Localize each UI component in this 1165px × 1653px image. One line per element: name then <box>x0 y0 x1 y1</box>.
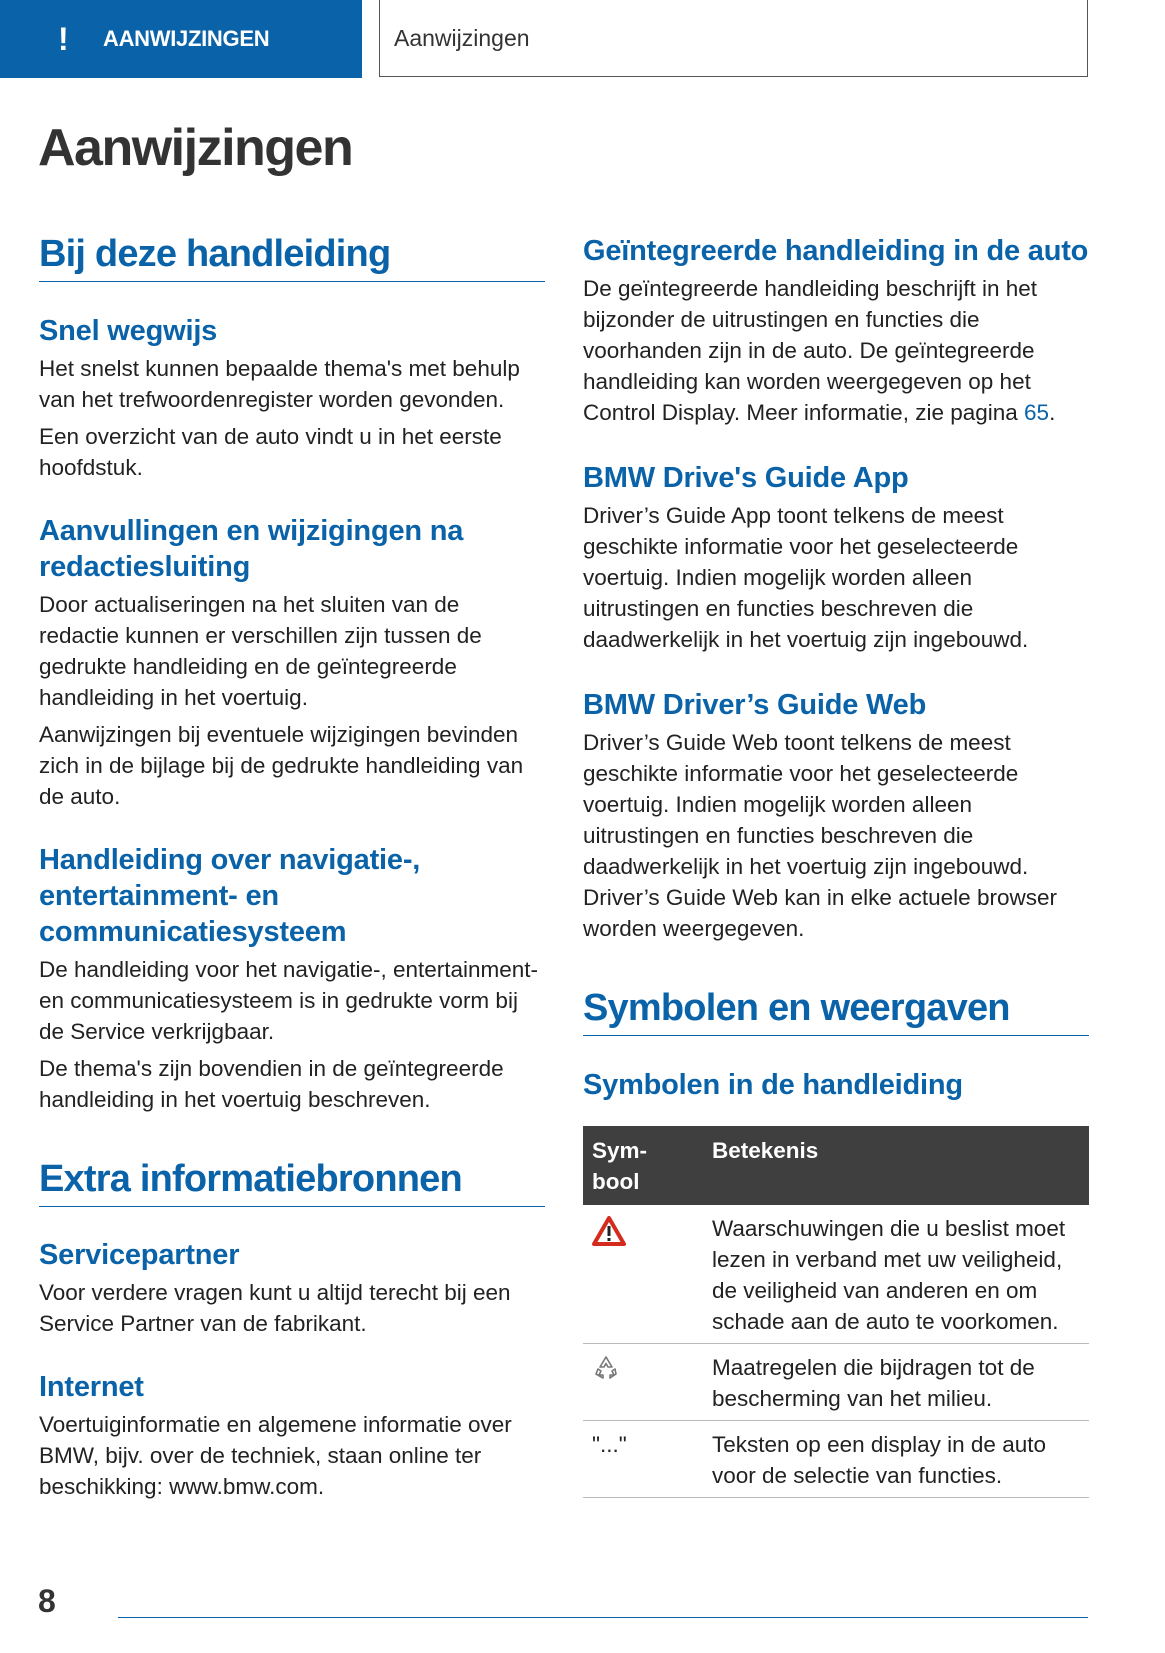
column-header-betekenis: Betekenis <box>703 1126 1089 1205</box>
paragraph: Door actualiseringen na het sluiten van de redactie kunnen er verschillen zijn tussen de gedrukte handleiding en de geïntegreerde handleiding in het voertuig. <box>39 592 482 710</box>
footer-divider <box>118 1617 1088 1618</box>
symbol-cell: "..." <box>583 1421 703 1498</box>
subheading-drive-guide-app: BMW Drive's Guide App <box>583 462 909 494</box>
exclamation-icon: ! <box>58 20 69 57</box>
table-row <box>583 1205 1089 1344</box>
paragraph-end: . <box>1049 400 1056 425</box>
page-title: Aanwijzingen <box>38 119 353 177</box>
table-row <box>583 1421 1089 1498</box>
paragraph: De handleiding voor het navigatie-, entertainment- en communicatiesysteem is in gedrukte vorm bij de Service verkrijgbaar. <box>39 957 539 1044</box>
symbol-cell <box>583 1205 703 1344</box>
meaning-cell: Maatregelen die bijdragen tot de bescherming van het milieu. <box>703 1344 1089 1421</box>
paragraph: Voertuiginformatie en algemene informatie over BMW, bijv. over de techniek, staan online ter beschikking: www.bmw.com. <box>39 1412 512 1499</box>
subheading-geintegreerde-handleiding: Geïntegreerde handleiding in de auto <box>583 235 1089 267</box>
table-row <box>583 1344 1089 1421</box>
right-column <box>583 233 1089 1498</box>
chapter-tab <box>0 0 362 78</box>
paragraph: Driver’s Guide Web toont telkens de meest geschikte informatie voor het geselecteerde voertuig. Indien mogelijk worden alleen uitrustingen en functies beschreven die daadwerkelijk in het voertuig zijn ingebouwd. Driver’s Guide Web kan in elke actuele browser worden weergegeven. <box>583 730 1057 941</box>
left-column <box>39 232 545 1502</box>
table-header-row <box>583 1126 1089 1205</box>
column-header-symbool: Sym- bool <box>583 1126 703 1205</box>
section-label: Aanwijzingen <box>394 24 530 51</box>
chapter-label: AANWIJZINGEN <box>103 26 270 51</box>
meaning-cell: Teksten op een display in de auto voor de selectie van functies. <box>703 1421 1089 1498</box>
heading-bij-deze-handleiding: Bij deze handleiding <box>39 232 545 282</box>
page-number: 8 <box>38 1583 56 1619</box>
paragraph: Aanwijzingen bij eventuele wijzigingen bevinden zich in de bijlage bij de gedrukte handleiding van de auto. <box>39 722 524 809</box>
page-link[interactable]: 65 <box>1024 400 1050 425</box>
heading-symbolen-en-weergaven: Symbolen en weergaven <box>583 986 1089 1036</box>
heading-extra-informatiebronnen: Extra informatiebronnen <box>39 1157 545 1207</box>
subheading-drivers-guide-web: BMW Driver’s Guide Web <box>583 689 927 721</box>
paragraph: De thema's zijn bovendien in de geïntegreerde handleiding in het voertuig beschreven. <box>39 1056 504 1112</box>
symbols-table <box>583 1126 1089 1498</box>
subheading-snel-wegwijs: Snel wegwijs <box>39 315 218 347</box>
subheading-aanvullingen: Aanvullingen en wijzigingen na redactiesluiting <box>39 515 464 583</box>
subheading-handleiding-navigatie: Handleiding over navigatie-, entertainment- en communicatiesysteem <box>39 844 421 948</box>
paragraph: Driver’s Guide App toont telkens de meest geschikte informatie voor het geselecteerde voertuig. Indien mogelijk worden alleen uitrustingen en functies beschreven die daadwerkelijk in het voertuig zijn ingebouwd. <box>583 503 1029 652</box>
subheading-internet: Internet <box>39 1371 144 1403</box>
paragraph-text: De geïntegreerde handleiding beschrijft in het bijzonder de uitrustingen en functies die voorhanden zijn in de auto. De geïntegreerde handleiding kan worden weergegeven op het Control Display. Meer informatie, zie pagina <box>583 276 1038 425</box>
meaning-cell: Waarschuwingen die u beslist moet lezen in verband met uw veiligheid, de veiligheid van anderen en om schade aan de auto te voorkomen. <box>703 1205 1089 1344</box>
recycle-icon <box>592 1354 620 1382</box>
subheading-servicepartner: Servicepartner <box>39 1239 240 1271</box>
paragraph: Het snelst kunnen bepaalde thema's met behulp van het trefwoordenregister worden gevonden. <box>39 356 520 412</box>
warning-triangle-icon <box>592 1216 626 1246</box>
symbol-cell <box>583 1344 703 1421</box>
paragraph: Voor verdere vragen kunt u altijd terecht bij een Service Partner van de fabrikant. <box>39 1280 511 1336</box>
subheading-symbolen-handleiding: Symbolen in de handleiding <box>583 1069 963 1101</box>
paragraph: Een overzicht van de auto vindt u in het eerste hoofdstuk. <box>39 424 502 480</box>
section-header <box>379 0 1088 77</box>
paragraph <box>583 273 1089 428</box>
